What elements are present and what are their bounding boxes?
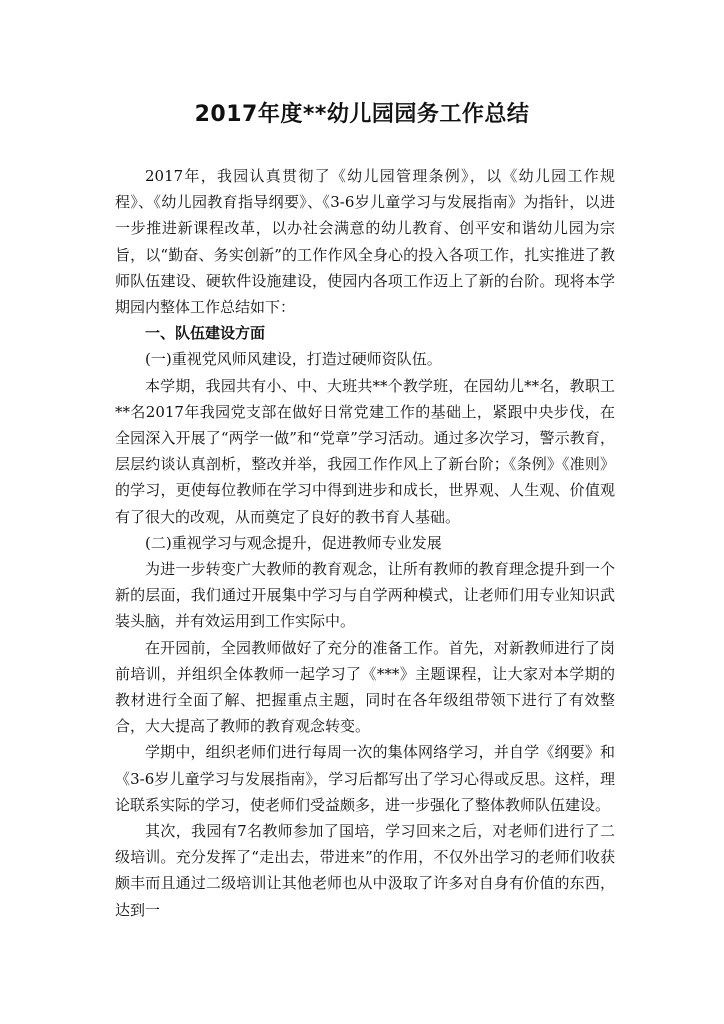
body-paragraph: 为进一步转变广大教师的教育观念，让所有教师的教育理念提升到一个新的层面，我们通过开展集中学习与自学两种模式，让老师们用专业知识武装头脑，并有效运用到工作实际中。 [115, 560, 615, 631]
intro-paragraph: 2017年，我园认真贯彻了《幼儿园管理条例》，以《幼儿园工作规程》、《幼儿园教育指导纲要》、《3-6岁儿童学习与发展指南》为指针，以进一步推进新课程改革，以办社会满意的幼儿教育、创平安和谐幼儿园为宗旨，以“勤奋、务实创新”的工作作风全身心的投入各项工作，扎实推进了教师队伍建设、硬软件设施建设，使园内各项工作迈上了新的台阶。现将本学期园内整体工作总结如下： [115, 167, 615, 317]
body-paragraph: 在开园前，全园教师做好了充分的准备工作。首先，对新教师进行了岗前培训，并组织全体教师一起学习了《***》主题课程，让大家对本学期的教材进行全面了解、把握重点主题，同时在各年级组带领下进行了有效整合，大大提高了教师的教育观念转变。 [115, 638, 615, 736]
body-paragraph: 其次，我园有7名教师参加了国培，学习回来之后，对老师们进行了二级培训。充分发挥了“走出去，带进来”的作用，不仅外出学习的老师们收获颇丰而且通过二级培训让其他老师也从中汲取了许多对自身有价值的东西，达到一 [115, 822, 615, 919]
section-heading-team-building: 一、队伍建设方面 [145, 324, 266, 343]
subsection-heading-2: (二)重视学习与观念提升，促进教师专业发展 [145, 533, 442, 552]
body-paragraph: 本学期，我园共有小、中、大班共**个教学班，在园幼儿**名，教职工**名2017年我园党支部在做好日常党建工作的基础上，紧跟中央步伐，在全园深入开展了“两学一做”和“党章”学习活动。通过多次学习，警示教育，层层约谈认真剖析，整改并举，我园工作作风上了新台阶；《条例》《准则》的学习，更使每位教师在学习中得到进步和成长，世界观、人生观、价值观有了很大的改观，从而奠定了良好的教书育人基础。 [115, 376, 615, 526]
subsection-heading-1: (一)重视党风师风建设，打造过硬师资队伍。 [145, 350, 442, 369]
body-paragraph: 学期中，组织老师们进行每周一次的集体网络学习，并自学《纲要》和《3-6岁儿童学习与发展指南》，学习后都写出了学习心得或反思。这样，理论联系实际的学习，使老师们受益颇多，进一步强化了整体教师队伍建设。 [115, 743, 615, 814]
document-body [115, 163, 615, 923]
document-title: 2017年度**幼儿园园务工作总结 [194, 102, 530, 127]
